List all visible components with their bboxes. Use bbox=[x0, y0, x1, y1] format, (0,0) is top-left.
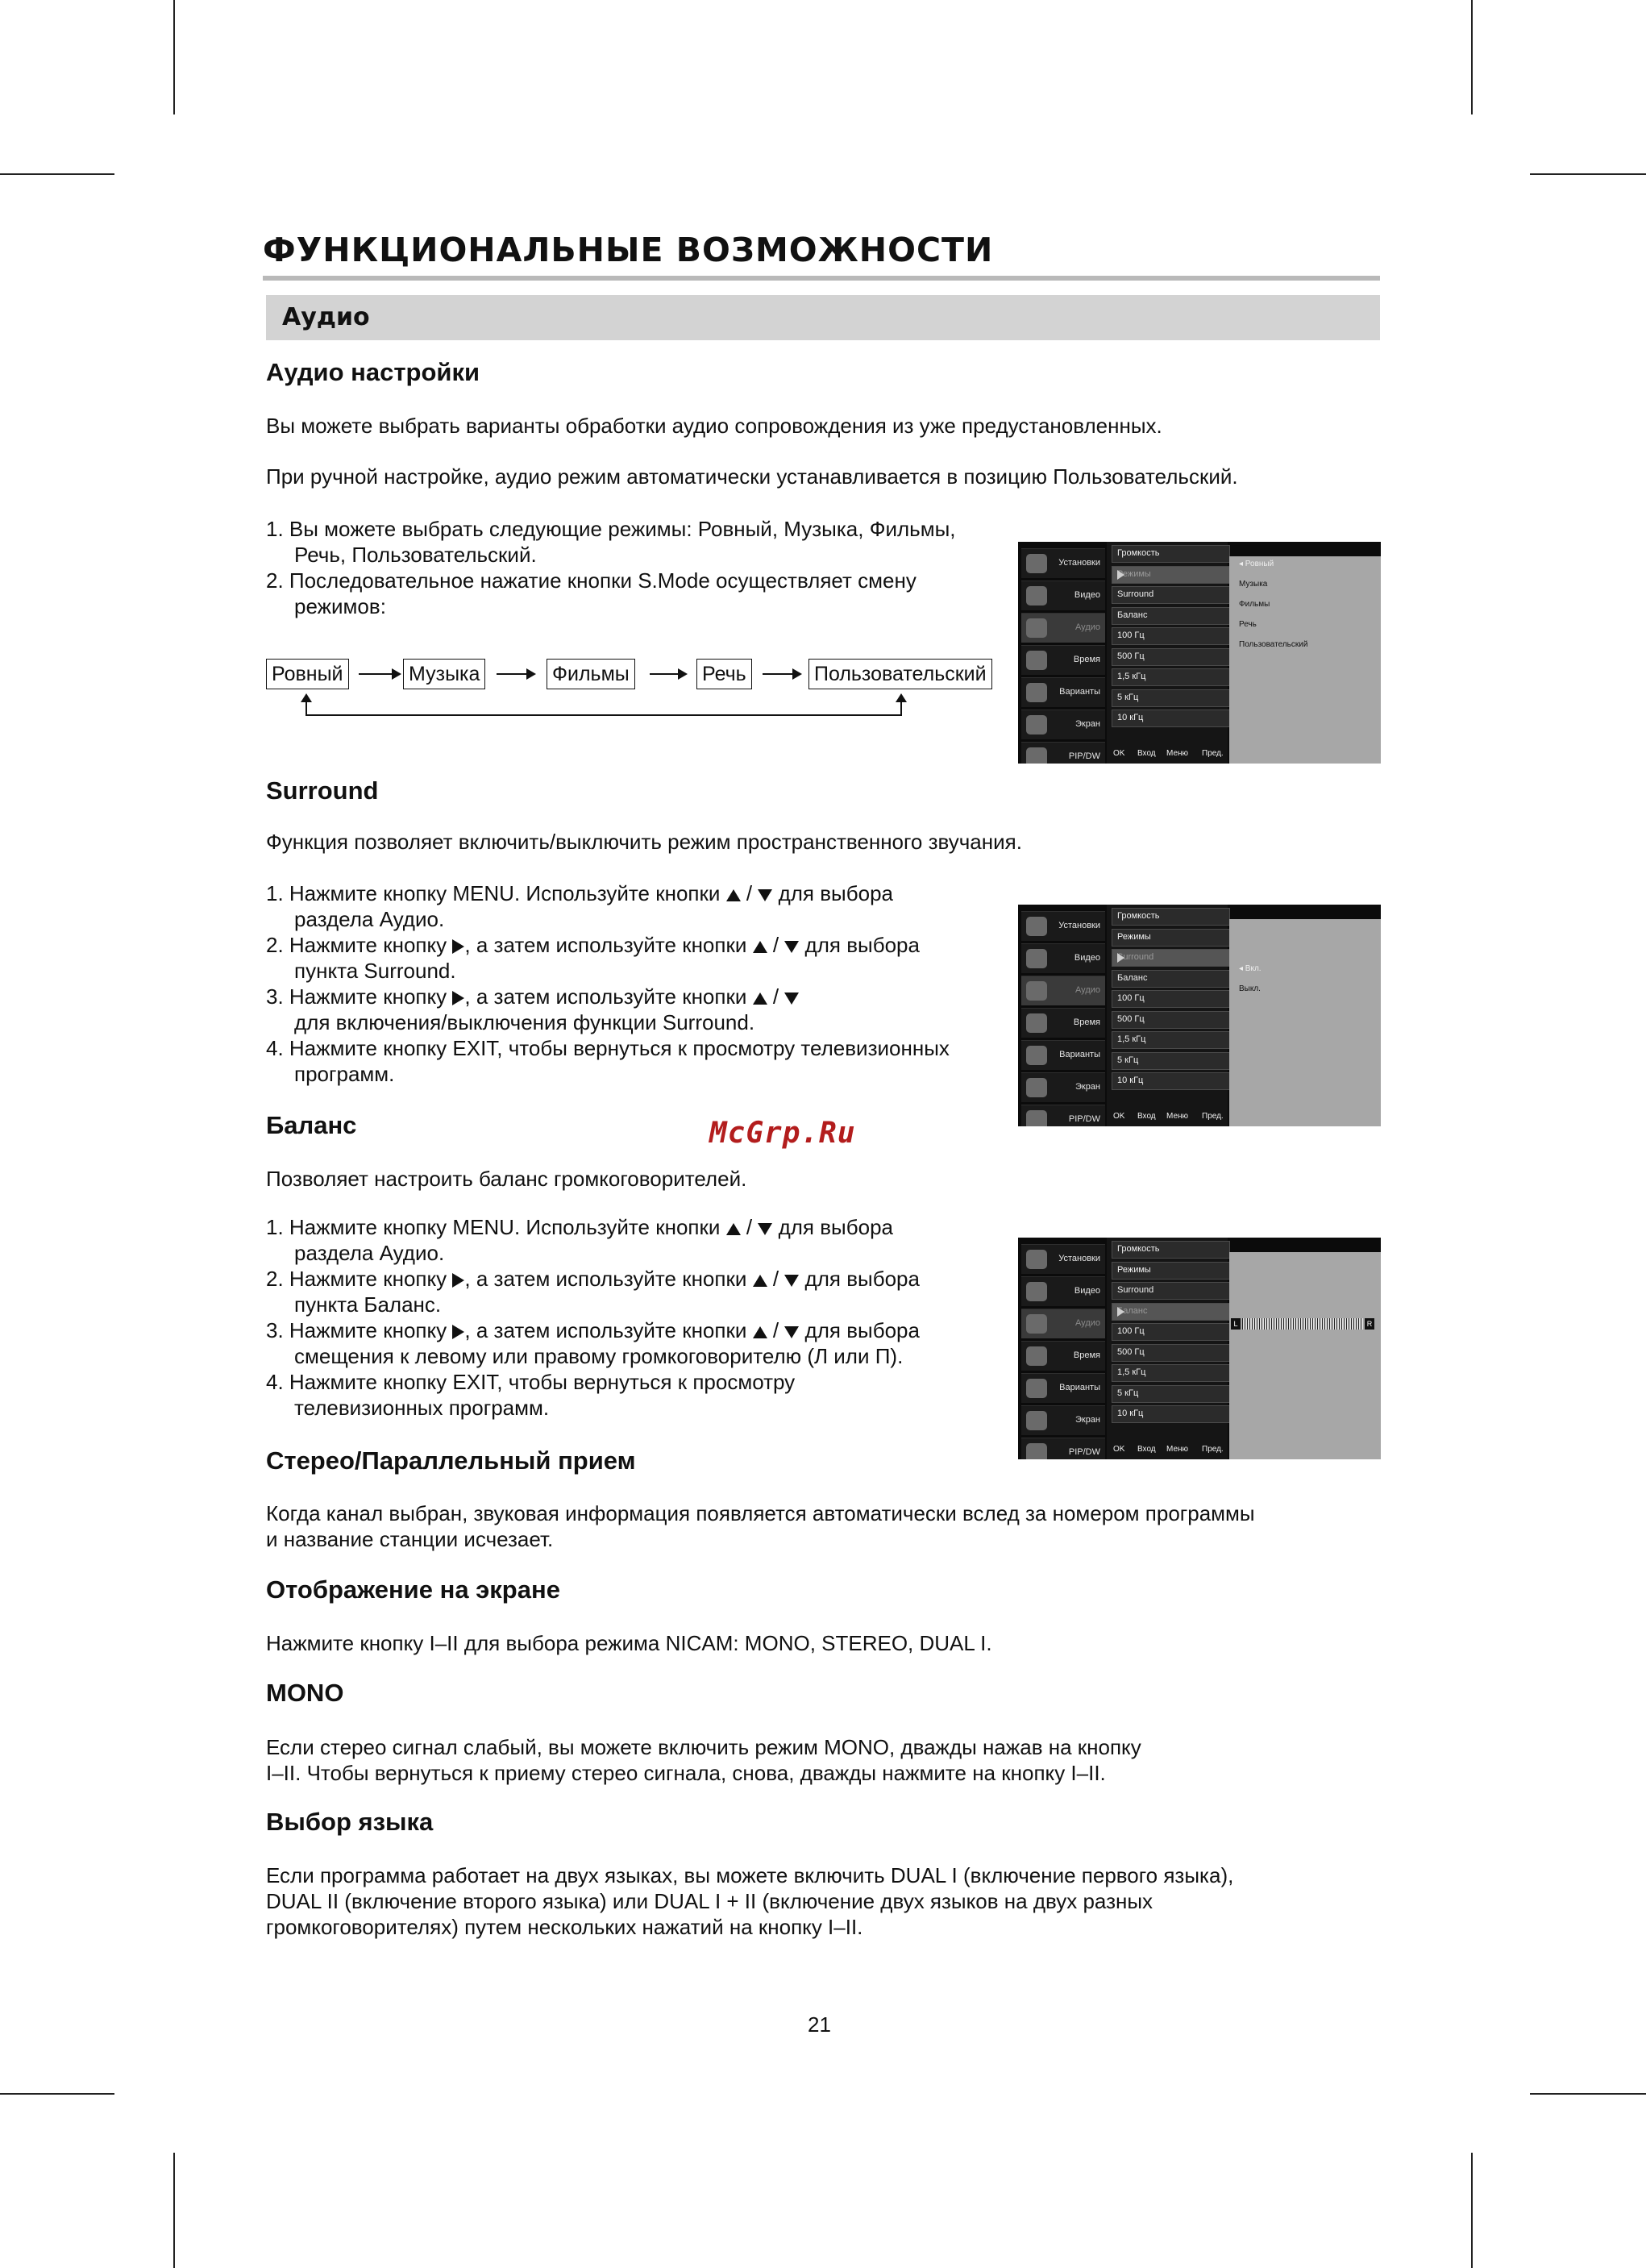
list-line: для включения/выключения функции Surround. bbox=[294, 1010, 755, 1034]
section-title: Аудио bbox=[282, 303, 370, 331]
menu-sidebar-label: PIP/DW bbox=[1068, 751, 1100, 761]
menu-sidebar-item[interactable] bbox=[1021, 581, 1105, 610]
flow-box: Речь bbox=[696, 659, 752, 689]
time-icon bbox=[1026, 1346, 1047, 1366]
paragraph: Функция позволяет включить/выключить режим пространственного звучания. bbox=[266, 830, 1022, 854]
setup-icon bbox=[1026, 554, 1047, 573]
paragraph: Если стерео сигнал слабый, вы можете включить режим MONO, дважды нажав на кнопку bbox=[266, 1735, 1141, 1759]
menu-sidebar-item[interactable] bbox=[1021, 1276, 1105, 1306]
menu-item-label: 500 Гц bbox=[1117, 1346, 1145, 1357]
flow-arrow-head bbox=[526, 668, 536, 680]
menu-item[interactable] bbox=[1112, 1282, 1230, 1300]
crop-mark bbox=[173, 0, 175, 114]
up-arrow-icon bbox=[753, 1275, 767, 1287]
crop-mark bbox=[173, 2153, 175, 2268]
video-icon bbox=[1026, 949, 1047, 968]
menu-footer-hint: OK bbox=[1113, 1445, 1125, 1454]
menu-sidebar-label: Время bbox=[1073, 1350, 1100, 1360]
menu-option[interactable]: ◂ Вкл. bbox=[1239, 964, 1262, 973]
menu-sidebar-item[interactable] bbox=[1021, 742, 1105, 764]
list-line: программ. bbox=[294, 1062, 395, 1086]
menu-sidebar-item[interactable] bbox=[1021, 1244, 1105, 1274]
list-text: 3. Нажмите кнопку bbox=[266, 1318, 447, 1342]
menu-item[interactable] bbox=[1112, 566, 1230, 584]
menu-sidebar-label: Варианты bbox=[1059, 1050, 1100, 1059]
flow-arrow bbox=[359, 673, 393, 675]
section-bar bbox=[266, 295, 1380, 340]
menu-item-label: Режимы bbox=[1117, 1264, 1151, 1275]
menu-sidebar-item[interactable] bbox=[1021, 677, 1105, 707]
right-arrow-icon bbox=[452, 939, 464, 954]
list-item bbox=[266, 1214, 920, 1421]
list-text: для выбора bbox=[804, 1267, 920, 1291]
menu-item[interactable] bbox=[1112, 607, 1230, 625]
menu-sidebar-item[interactable] bbox=[1021, 710, 1105, 739]
crop-mark bbox=[0, 2093, 114, 2095]
loop-arrow-head bbox=[896, 693, 907, 702]
menu-sidebar-item[interactable] bbox=[1021, 1373, 1105, 1403]
right-arrow-icon bbox=[1117, 953, 1124, 963]
menu-options-panel bbox=[1229, 919, 1381, 1126]
paragraph: Нажмите кнопку I–II для выбора режима NICAM: MONO, STEREO, DUAL I. bbox=[266, 1631, 992, 1655]
menu-item[interactable] bbox=[1112, 1052, 1230, 1070]
right-arrow-icon bbox=[1117, 1307, 1124, 1317]
menu-item-label: Баланс bbox=[1117, 610, 1148, 620]
right-arrow-icon bbox=[452, 1273, 464, 1288]
flow-box: Ровный bbox=[266, 659, 349, 689]
flow-arrow-head bbox=[792, 668, 802, 680]
menu-sidebar-label: Экран bbox=[1074, 1415, 1100, 1425]
menu-sidebar-label: Видео bbox=[1074, 1286, 1100, 1296]
list-text: , а затем используйте кнопки bbox=[464, 1267, 747, 1291]
menu-item[interactable] bbox=[1112, 949, 1230, 967]
crop-mark bbox=[1530, 173, 1646, 175]
menu-footer-hint: Меню bbox=[1166, 1112, 1189, 1121]
flow-box: Фильмы bbox=[547, 659, 635, 689]
time-icon bbox=[1026, 1013, 1047, 1033]
balance-left-label: L bbox=[1231, 1318, 1241, 1330]
options-icon bbox=[1026, 1046, 1047, 1065]
menu-item-label: Surround bbox=[1117, 1285, 1154, 1295]
menu-sidebar-item[interactable] bbox=[1021, 1105, 1105, 1126]
menu-sidebar-label: Варианты bbox=[1059, 1383, 1100, 1392]
osd-heading: Отображение на экране bbox=[266, 1575, 560, 1604]
menu-footer-hint: Пред. bbox=[1202, 749, 1224, 758]
list-text: 2. Нажмите кнопку bbox=[266, 933, 447, 957]
list-line: Речь, Пользовательский. bbox=[294, 543, 537, 567]
up-arrow-icon bbox=[726, 1223, 741, 1235]
menu-sidebar bbox=[1018, 542, 1107, 764]
loop-line bbox=[900, 701, 902, 716]
list-line: 1. Вы можете выбрать следующие режимы: Ровный, Музыка, Фильмы, bbox=[266, 517, 956, 541]
menu-item-label: 1,5 кГц bbox=[1117, 1367, 1146, 1377]
menu-item[interactable] bbox=[1112, 929, 1230, 947]
balance-slider[interactable] bbox=[1233, 1318, 1373, 1330]
down-arrow-icon bbox=[784, 941, 799, 953]
list-text: для выбора bbox=[778, 1215, 893, 1239]
down-arrow-icon bbox=[758, 1223, 772, 1235]
menu-item-label: 5 кГц bbox=[1117, 1388, 1139, 1398]
paragraph: DUAL II (включение второго языка) или DUAL I + II (включение двух языков на двух разных bbox=[266, 1889, 1153, 1913]
menu-option[interactable]: Фильмы bbox=[1239, 600, 1270, 609]
list-line: режимов: bbox=[294, 594, 386, 618]
balance-right-label: R bbox=[1365, 1318, 1374, 1330]
paragraph: Позволяет настроить баланс громкоговорителей. bbox=[266, 1167, 747, 1191]
menu-item-label: Режимы bbox=[1117, 568, 1151, 579]
menu-options-panel bbox=[1229, 1252, 1381, 1459]
menu-option[interactable]: Выкл. bbox=[1239, 984, 1261, 993]
menu-footer bbox=[1107, 1107, 1228, 1126]
menu-sidebar-item[interactable] bbox=[1021, 1309, 1105, 1338]
menu-footer bbox=[1107, 744, 1228, 764]
menu-sidebar-label: Видео bbox=[1074, 590, 1100, 600]
menu-item[interactable] bbox=[1112, 1405, 1230, 1423]
paragraph: и название станции исчезает. bbox=[266, 1527, 554, 1551]
setup-icon bbox=[1026, 1250, 1047, 1269]
menu-sidebar-label: PIP/DW bbox=[1068, 1114, 1100, 1124]
list-line: смещения к левому или правому громкоговорителю (Л или П). bbox=[294, 1344, 904, 1368]
menu-sidebar-label: Варианты bbox=[1059, 687, 1100, 697]
menu-item-label: 100 Гц bbox=[1117, 630, 1145, 640]
menu-footer-hint: Пред. bbox=[1202, 1112, 1224, 1121]
audio-settings-heading: Аудио настройки bbox=[266, 358, 480, 386]
menu-item-label: Громкость bbox=[1117, 911, 1160, 921]
right-arrow-icon bbox=[452, 1325, 464, 1339]
menu-item[interactable] bbox=[1112, 1031, 1230, 1049]
title-rule bbox=[263, 276, 1380, 281]
audio-icon bbox=[1026, 1314, 1047, 1334]
page-title: ФУНКЦИОНАЛЬНЫЕ ВОЗМОЖНОСТИ bbox=[263, 231, 994, 269]
time-icon bbox=[1026, 651, 1047, 670]
list-text: для выбора bbox=[804, 933, 920, 957]
menu-sidebar-item[interactable] bbox=[1021, 1341, 1105, 1371]
flow-arrow-head bbox=[678, 668, 688, 680]
list-line: 4. Нажмите кнопку EXIT, чтобы вернуться к просмотру bbox=[266, 1370, 796, 1394]
slash: / bbox=[772, 1267, 779, 1291]
down-arrow-icon bbox=[758, 889, 772, 901]
menu-item[interactable] bbox=[1112, 1323, 1230, 1341]
setup-icon bbox=[1026, 917, 1047, 936]
down-arrow-icon bbox=[784, 1326, 799, 1338]
list-text: 1. Нажмите кнопку MENU. Используйте кнопки bbox=[266, 1215, 721, 1239]
menu-footer-hint: OK bbox=[1113, 749, 1125, 758]
screen-icon bbox=[1026, 715, 1047, 734]
loop-line bbox=[306, 714, 902, 716]
tv-menu-modes bbox=[1018, 542, 1381, 764]
right-arrow-icon bbox=[452, 991, 464, 1005]
menu-item[interactable] bbox=[1112, 1262, 1230, 1280]
language-heading: Выбор языка bbox=[266, 1808, 434, 1836]
menu-item-label: 500 Гц bbox=[1117, 1013, 1145, 1024]
list-line: 4. Нажмите кнопку EXIT, чтобы вернуться к просмотру телевизионных bbox=[266, 1036, 950, 1060]
menu-item-label: Баланс bbox=[1117, 972, 1148, 983]
menu-options-panel bbox=[1229, 556, 1381, 764]
paragraph: Если программа работает на двух языках, вы можете включить DUAL I (включение первого языка), bbox=[266, 1863, 1234, 1887]
balance-heading: Баланс bbox=[266, 1111, 357, 1139]
up-arrow-icon bbox=[753, 993, 767, 1005]
list-line: 2. Последовательное нажатие кнопки S.Mode осуществляет смену bbox=[266, 568, 917, 593]
flow-arrow-head bbox=[392, 668, 401, 680]
list-text: 2. Нажмите кнопку bbox=[266, 1267, 447, 1291]
menu-item[interactable] bbox=[1112, 908, 1230, 926]
menu-footer-hint: Меню bbox=[1166, 749, 1189, 758]
menu-footer-hint: Вход bbox=[1137, 1112, 1156, 1121]
options-icon bbox=[1026, 1379, 1047, 1398]
menu-sidebar-item[interactable] bbox=[1021, 911, 1105, 941]
slash: / bbox=[772, 984, 779, 1009]
menu-sidebar-item[interactable] bbox=[1021, 976, 1105, 1005]
audio-icon bbox=[1026, 618, 1047, 638]
menu-option[interactable]: Музыка bbox=[1239, 580, 1268, 589]
menu-item[interactable] bbox=[1112, 648, 1230, 666]
paragraph: Когда канал выбран, звуковая информация появляется автоматически вслед за номером программы bbox=[266, 1501, 1255, 1525]
menu-items-column bbox=[1107, 542, 1228, 764]
mono-heading: MONO bbox=[266, 1679, 344, 1707]
video-icon bbox=[1026, 586, 1047, 605]
menu-sidebar-item[interactable] bbox=[1021, 1438, 1105, 1459]
paragraph: I–II. Чтобы вернуться к приему стерео сигнала, снова, дважды нажмите на кнопку I–II. bbox=[266, 1761, 1106, 1785]
menu-item-label: 5 кГц bbox=[1117, 692, 1139, 702]
menu-item-label: 1,5 кГц bbox=[1117, 672, 1146, 681]
slash: / bbox=[772, 933, 779, 957]
menu-item-label: 10 кГц bbox=[1117, 1409, 1144, 1418]
list-item bbox=[266, 880, 950, 1087]
loop-arrow-head bbox=[301, 693, 312, 702]
paragraph: громкоговорителях) путем нескольких нажатий на кнопку I–II. bbox=[266, 1915, 863, 1939]
flow-arrow bbox=[650, 673, 679, 675]
menu-item[interactable] bbox=[1112, 1241, 1230, 1259]
menu-item[interactable] bbox=[1112, 1344, 1230, 1362]
paragraph: Вы можете выбрать варианты обработки аудио сопровождения из уже предустановленных. bbox=[266, 414, 1162, 438]
list-text: 1. Нажмите кнопку MENU. Используйте кнопки bbox=[266, 881, 721, 905]
list-line: раздела Аудио. bbox=[294, 1241, 445, 1265]
pip-icon bbox=[1026, 747, 1047, 764]
menu-item[interactable] bbox=[1112, 1303, 1230, 1321]
menu-item-label: Громкость bbox=[1117, 1244, 1160, 1254]
menu-sidebar-item[interactable] bbox=[1021, 943, 1105, 973]
crop-mark bbox=[0, 173, 114, 175]
watermark: McGrp.Ru bbox=[709, 1117, 856, 1150]
menu-sidebar-label: Установки bbox=[1058, 1254, 1100, 1263]
menu-sidebar-item[interactable] bbox=[1021, 1405, 1105, 1435]
menu-sidebar-item[interactable] bbox=[1021, 1040, 1105, 1070]
menu-option[interactable]: Речь bbox=[1239, 620, 1257, 629]
menu-item-label: Surround bbox=[1117, 589, 1154, 599]
menu-item[interactable] bbox=[1112, 1385, 1230, 1403]
crop-mark bbox=[1471, 2153, 1473, 2268]
menu-items-column bbox=[1107, 905, 1228, 1126]
menu-footer-hint: OK bbox=[1113, 1112, 1125, 1121]
tv-menu-surround bbox=[1018, 905, 1381, 1126]
menu-sidebar bbox=[1018, 1238, 1107, 1459]
crop-mark bbox=[1530, 2093, 1646, 2095]
menu-item[interactable] bbox=[1112, 545, 1230, 563]
menu-item[interactable] bbox=[1112, 668, 1230, 686]
menu-sidebar-label: Аудио bbox=[1074, 1318, 1100, 1328]
menu-sidebar-label: Аудио bbox=[1074, 622, 1100, 632]
up-arrow-icon bbox=[753, 941, 767, 953]
pip-icon bbox=[1026, 1110, 1047, 1126]
audio-icon bbox=[1026, 981, 1047, 1001]
menu-sidebar-label: Экран bbox=[1074, 719, 1100, 729]
menu-items-column bbox=[1107, 1238, 1228, 1459]
menu-sidebar-label: Установки bbox=[1058, 558, 1100, 568]
menu-item[interactable] bbox=[1112, 970, 1230, 988]
video-icon bbox=[1026, 1282, 1047, 1301]
list-line: пункта Surround. bbox=[294, 959, 456, 983]
menu-sidebar-label: PIP/DW bbox=[1068, 1447, 1100, 1457]
menu-sidebar-label: Аудио bbox=[1074, 985, 1100, 995]
menu-item[interactable] bbox=[1112, 1072, 1230, 1090]
menu-item-label: 100 Гц bbox=[1117, 993, 1145, 1003]
menu-sidebar-label: Время bbox=[1073, 655, 1100, 664]
options-icon bbox=[1026, 683, 1047, 702]
paragraph: При ручной настройке, аудио режим автоматически устанавливается в позицию Пользовательский. bbox=[266, 464, 1238, 489]
flow-arrow bbox=[763, 673, 793, 675]
menu-item-label: 5 кГц bbox=[1117, 1055, 1139, 1065]
slash: / bbox=[746, 881, 753, 905]
surround-heading: Surround bbox=[266, 776, 379, 805]
down-arrow-icon bbox=[784, 1275, 799, 1287]
flow-box: Пользовательский bbox=[808, 659, 992, 689]
menu-footer bbox=[1107, 1440, 1228, 1459]
up-arrow-icon bbox=[753, 1326, 767, 1338]
menu-item[interactable] bbox=[1112, 990, 1230, 1008]
menu-item-label: Surround bbox=[1117, 952, 1154, 962]
list-text: , а затем используйте кнопки bbox=[464, 933, 747, 957]
list-text: , а затем используйте кнопки bbox=[464, 984, 747, 1009]
menu-sidebar-label: Установки bbox=[1058, 921, 1100, 930]
menu-sidebar-item[interactable] bbox=[1021, 1008, 1105, 1038]
menu-item-label: Баланс bbox=[1117, 1305, 1148, 1316]
stereo-heading: Стерео/Параллельный прием bbox=[266, 1446, 636, 1475]
flow-arrow bbox=[497, 673, 527, 675]
menu-item-label: 100 Гц bbox=[1117, 1326, 1145, 1336]
screen-icon bbox=[1026, 1411, 1047, 1430]
flow-box: Музыка bbox=[403, 659, 485, 689]
list-text: , а затем используйте кнопки bbox=[464, 1318, 747, 1342]
menu-item-label: Режимы bbox=[1117, 931, 1151, 942]
menu-item[interactable] bbox=[1112, 689, 1230, 707]
menu-footer-hint: Меню bbox=[1166, 1445, 1189, 1454]
list-text: 3. Нажмите кнопку bbox=[266, 984, 447, 1009]
menu-option[interactable]: ◂ Ровный bbox=[1239, 560, 1274, 568]
page-number: 21 bbox=[808, 2012, 831, 2037]
screen-icon bbox=[1026, 1078, 1047, 1097]
menu-item[interactable] bbox=[1112, 1011, 1230, 1029]
menu-item[interactable] bbox=[1112, 586, 1230, 604]
slash: / bbox=[746, 1215, 753, 1239]
menu-footer-hint: Пред. bbox=[1202, 1445, 1224, 1454]
menu-option[interactable]: Пользовательский bbox=[1239, 640, 1308, 649]
list-line: пункта Баланс. bbox=[294, 1292, 442, 1317]
menu-sidebar-label: Экран bbox=[1074, 1082, 1100, 1092]
crop-mark bbox=[1471, 0, 1473, 114]
list-text: для выбора bbox=[778, 881, 893, 905]
menu-sidebar-item[interactable] bbox=[1021, 613, 1105, 643]
list-item bbox=[266, 516, 956, 619]
menu-sidebar-item[interactable] bbox=[1021, 1072, 1105, 1102]
menu-item-label: 10 кГц bbox=[1117, 713, 1144, 722]
menu-item[interactable] bbox=[1112, 1364, 1230, 1382]
menu-item-label: Громкость bbox=[1117, 548, 1160, 558]
up-arrow-icon bbox=[726, 889, 741, 901]
list-line: раздела Аудио. bbox=[294, 907, 445, 931]
pip-icon bbox=[1026, 1443, 1047, 1459]
list-text: для выбора bbox=[804, 1318, 920, 1342]
menu-footer-hint: Вход bbox=[1137, 749, 1156, 758]
right-arrow-icon bbox=[1117, 570, 1124, 580]
menu-footer-hint: Вход bbox=[1137, 1445, 1156, 1454]
slash: / bbox=[772, 1318, 779, 1342]
menu-sidebar-label: Видео bbox=[1074, 953, 1100, 963]
menu-item[interactable] bbox=[1112, 627, 1230, 645]
menu-sidebar bbox=[1018, 905, 1107, 1126]
menu-item-label: 500 Гц bbox=[1117, 651, 1145, 661]
tv-menu-balance bbox=[1018, 1238, 1381, 1459]
list-line: телевизионных программ. bbox=[294, 1396, 550, 1420]
down-arrow-icon bbox=[784, 993, 799, 1005]
menu-item-label: 10 кГц bbox=[1117, 1076, 1144, 1085]
menu-item-label: 1,5 кГц bbox=[1117, 1034, 1146, 1044]
menu-sidebar-item[interactable] bbox=[1021, 548, 1105, 578]
menu-sidebar-item[interactable] bbox=[1021, 645, 1105, 675]
menu-sidebar-label: Время bbox=[1073, 1017, 1100, 1027]
menu-item[interactable] bbox=[1112, 710, 1230, 727]
